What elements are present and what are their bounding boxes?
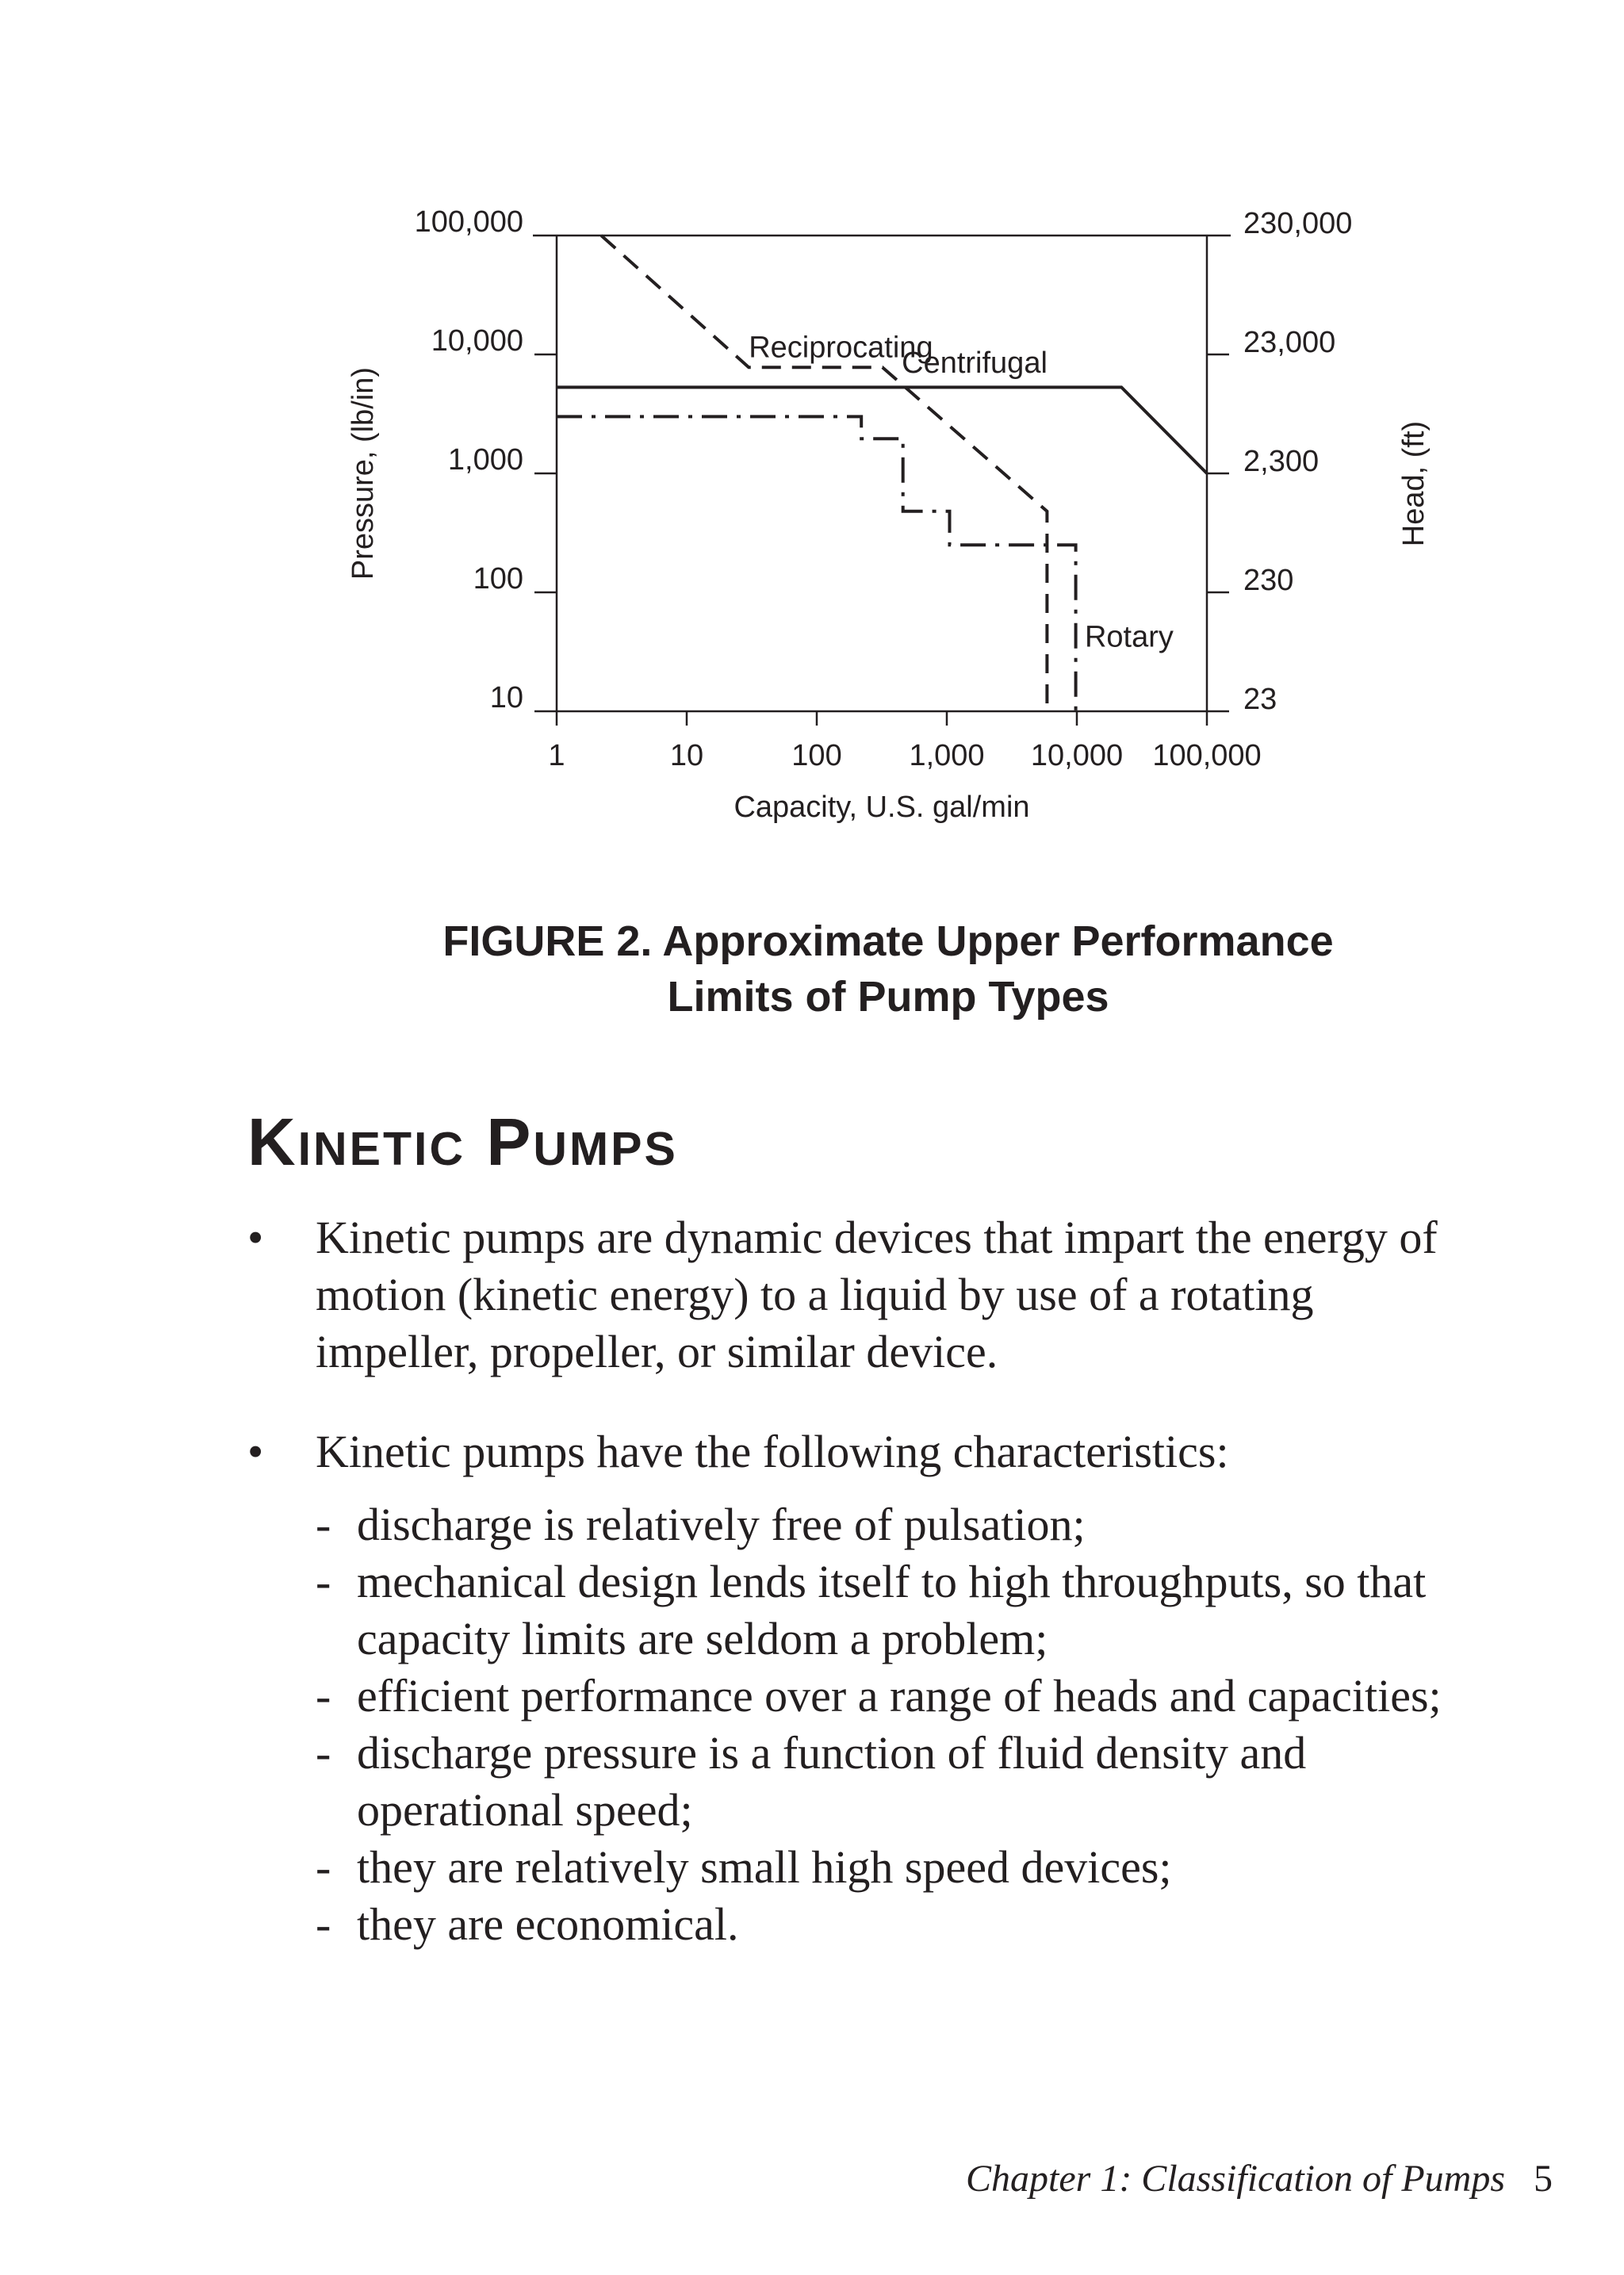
- bullet-list: [247, 1209, 1484, 1953]
- dash-marker: -: [316, 1727, 331, 1779]
- bullet-item: [247, 1209, 1484, 1381]
- y2-axis-title: Head, (ft): [1397, 420, 1431, 547]
- dash-marker: -: [316, 1670, 331, 1722]
- bullet-item: [247, 1423, 1484, 1953]
- figure-caption: [333, 913, 1443, 1025]
- chapter-title: Chapter 1: Classification of Pumps: [965, 2158, 1505, 2200]
- bullet-marker: •: [247, 1426, 264, 1477]
- series-line-rotary: [557, 416, 1076, 711]
- x-axis-title: Capacity, U.S. gal/min: [733, 791, 1030, 824]
- characteristic-text: mechanical design lends itself to high throughputs, so that capacity limits are seldom a problem;: [357, 1556, 1427, 1664]
- y-tick-label: 1,000: [447, 443, 523, 477]
- y-tick-label: 10,000: [431, 324, 523, 358]
- y2-tick-label: 23,000: [1243, 326, 1336, 359]
- bullet-text: Kinetic pumps are dynamic devices that impart the energy of motion (kinetic energy) to a liquid by use of a rotating impeller, propeller, or similar device.: [316, 1212, 1438, 1377]
- x-tick-label: 100: [791, 739, 842, 772]
- series-label-centrifugal: Centrifugal: [902, 347, 1048, 381]
- y-tick-label: 100,000: [414, 205, 523, 239]
- series-line-centrifugal: [557, 387, 1207, 473]
- y-tick-label: 10: [489, 681, 523, 714]
- dash-marker: -: [316, 1499, 331, 1550]
- characteristic-text: discharge is relatively free of pulsation;: [357, 1499, 1086, 1550]
- characteristic-item: [316, 1553, 1484, 1668]
- page-number: 5: [1534, 2158, 1553, 2200]
- figure-caption-line-1: FIGURE 2. Approximate Upper Performance: [442, 917, 1334, 965]
- characteristic-item: [316, 1725, 1484, 1839]
- series-label-rotary: Rotary: [1084, 620, 1174, 654]
- characteristic-item: [316, 1496, 1484, 1553]
- x-tick-label: 100,000: [1152, 739, 1262, 772]
- y-axis-title: Pressure, (lb/in): [347, 366, 380, 580]
- characteristics-list: [316, 1496, 1484, 1953]
- x-tick-label: 1,000: [909, 739, 985, 772]
- x-tick-label: 10: [669, 739, 704, 772]
- dash-marker: -: [316, 1898, 331, 1950]
- characteristic-item: [316, 1668, 1484, 1725]
- y2-tick-label: 2,300: [1243, 445, 1320, 478]
- section-title: Kinetic Pumps: [247, 1105, 678, 1179]
- dash-marker: -: [316, 1841, 331, 1893]
- bullet-marker: •: [247, 1212, 264, 1263]
- characteristic-text: they are relatively small high speed devices;: [357, 1841, 1172, 1893]
- characteristic-item: [316, 1839, 1484, 1896]
- page-footer: [966, 2157, 1553, 2200]
- chart-ticks: [415, 205, 1353, 772]
- performance-chart: [0, 0, 1624, 856]
- x-tick-label: 10,000: [1030, 739, 1124, 772]
- y2-tick-label: 230: [1243, 564, 1294, 597]
- bullet-text: Kinetic pumps have the following characteristics:: [316, 1426, 1229, 1477]
- characteristic-text: they are economical.: [357, 1898, 739, 1950]
- y2-tick-label: 23: [1243, 683, 1277, 716]
- series-line-reciprocating: [601, 236, 1047, 711]
- x-tick-label: 1: [548, 739, 565, 772]
- characteristic-item: [316, 1896, 1484, 1953]
- dash-marker: -: [316, 1556, 331, 1607]
- figure-caption-line-2: Limits of Pump Types: [667, 973, 1109, 1021]
- y2-tick-label: 230,000: [1243, 207, 1353, 240]
- characteristic-text: efficient performance over a range of heads and capacities;: [357, 1670, 1442, 1722]
- series-label-reciprocating: Reciprocating: [749, 331, 933, 365]
- characteristic-text: discharge pressure is a function of fluid density and operational speed;: [357, 1727, 1307, 1836]
- y-tick-label: 100: [473, 562, 523, 596]
